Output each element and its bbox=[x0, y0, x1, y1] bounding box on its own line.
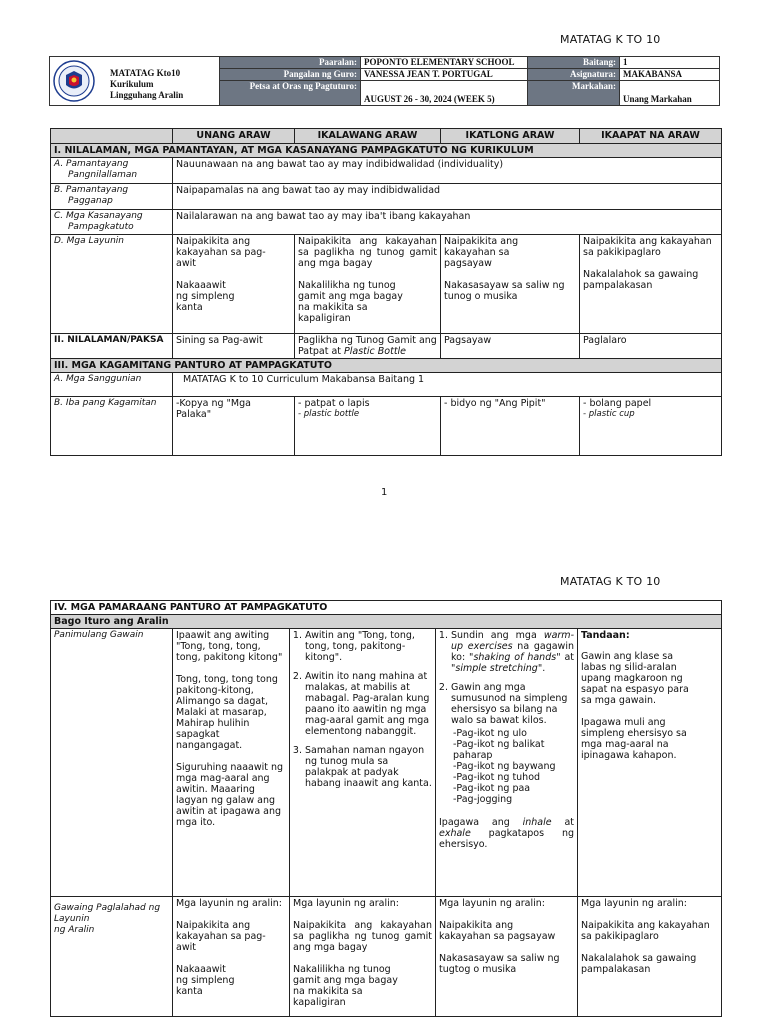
layunin-aralin-day4 bbox=[578, 897, 722, 1017]
row-label: B. Iba pang Kagamitan bbox=[51, 397, 173, 456]
cell-text: - bolang papel bbox=[583, 398, 652, 409]
steps-list bbox=[439, 630, 574, 805]
row-label-line: Layunin bbox=[54, 914, 90, 924]
text-span: " at " bbox=[451, 652, 575, 674]
layunin-day2 bbox=[295, 235, 441, 334]
text-span: exhale bbox=[439, 828, 471, 839]
kagamitan-day4 bbox=[580, 397, 722, 456]
cell-text: Mga layunin ng aralin: Naipakikita ang kakayahan sa pagsayaw Nakasasayaw sa saliw ng tugtog o musika bbox=[439, 898, 560, 975]
section-heading: III. MGA KAGAMITANG PANTURO AT PAMPAGKATUTO bbox=[51, 359, 722, 373]
guro-label: Pangalan ng Guro: bbox=[220, 69, 361, 81]
kagamitan-day2 bbox=[295, 397, 441, 456]
step-item: 1. Awitin ang "Tong, tong, tong, tong, pakitong-kitong". bbox=[305, 630, 432, 663]
sanggunian-text: MATATAG K to 10 Curriculum Makabansa Baitang 1 bbox=[173, 373, 722, 397]
kagamitan-day1 bbox=[173, 397, 295, 456]
row-label-line: ng Aralin bbox=[54, 925, 95, 935]
tandaan-title: Tandaan: bbox=[581, 630, 630, 641]
cell-text: Mga layunin ng aralin: Naipakikita ang kakayahan sa pag- awit Nakaaawit ng simpleng kanta bbox=[176, 898, 282, 997]
kasanayang-pampagkatuto-text: Nailalarawan na ang bawat tao ay may iba't ibang kakayahan bbox=[173, 210, 722, 235]
cell-text: Naipakikita ang kakayahan sa pakikipaglaro Nakalalahok sa gawaing pampalakasan bbox=[583, 236, 712, 291]
text-span: warm- up exercises bbox=[451, 630, 574, 652]
col-ikaapat-na-araw: IKAAPAT NA ARAW bbox=[580, 129, 722, 144]
cell-text: -Kopya ng "Mga Palaka" bbox=[176, 398, 251, 420]
baitang-label: Baitang: bbox=[528, 57, 620, 69]
inhale-exhale-note bbox=[439, 817, 574, 850]
text-span: Gawin ang mga sumusunod na simpleng ehersisyo sa bilang na walo sa bawat kilos. bbox=[451, 682, 568, 726]
row-label: II. NILALAMAN/PAKSA bbox=[51, 334, 173, 359]
cell-text: - plastic bottle bbox=[298, 409, 360, 419]
panimulang-day2 bbox=[290, 629, 436, 897]
row-label: D. Mga Layunin bbox=[51, 235, 173, 334]
section-heading: I. NILALAMAN, MGA PAMANTAYAN, AT MGA KASANAYANG PAMPAGKATUTO NG KURIKULUM bbox=[51, 144, 722, 158]
paksa-italic: Plastic Bottle bbox=[344, 346, 407, 357]
col-unang-araw: UNANG ARAW bbox=[173, 129, 295, 144]
row-label bbox=[51, 158, 173, 184]
cell-text: Naipakikita ang kakayahan sa paglikha ng tunog gamit ang mga bagay Nakalilikha ng tunog gamit ang mga bagay na makikita sa kapaligiran bbox=[298, 236, 437, 324]
row-label bbox=[51, 897, 173, 1017]
paksa-day4: Paglalaro bbox=[580, 334, 722, 359]
exercise-item: -Pag-ikot ng baywang bbox=[453, 761, 556, 772]
step-item bbox=[451, 682, 574, 805]
layunin-day4 bbox=[580, 235, 722, 334]
exercise-item: -Pag-ikot ng tuhod bbox=[453, 772, 541, 783]
paksa-day3: Pagsayaw bbox=[441, 334, 580, 359]
row-label-line: Pagganap bbox=[68, 196, 113, 206]
text-span: na gagawin ko: " bbox=[451, 641, 574, 663]
exercise-item: -Pag-ikot ng ulo bbox=[453, 728, 527, 739]
title-line: Kurikulum bbox=[110, 79, 154, 89]
layunin-aralin-day3 bbox=[436, 897, 578, 1017]
layunin-day3 bbox=[441, 235, 580, 334]
text-span: pagkatapos ng ehersisyo. bbox=[439, 828, 574, 850]
text-span: Sundin ang mga bbox=[451, 630, 544, 641]
cell-text: Ipaawit ang awiting "Tong, tong, tong, tong, pakitong kitong" Tong, tong, tong tong pakitong-kitong, Alimango sa dagat, Malaki at masarap, Mahirap hulihin sapagkat nangangagat. Siguruhing naaawit ng mga mag-aaral ang awitin. Maaaring lagyan ng galaw ang awitin at ipagawa ang mga ito. bbox=[176, 630, 284, 828]
pamantayang-pangnilalaman-text: Nauunawaan na ang bawat tao ay may indibidwalidad (individuality) bbox=[173, 158, 722, 184]
step-item bbox=[451, 630, 574, 674]
pamantayang-pagganap-text: Naipapamalas na ang bawat tao ay may indibidwalidad bbox=[173, 184, 722, 210]
cell-text: - plastic cup bbox=[583, 409, 635, 419]
panimulang-day4 bbox=[578, 629, 722, 897]
row-label-line: B. Pamantayang bbox=[54, 185, 129, 195]
petsa-value: AUGUST 26 - 30, 2024 (WEEK 5) bbox=[361, 81, 528, 106]
text-span: inhale bbox=[522, 817, 552, 828]
cell-text: Naipakikita ang kakayahan sa pagsayaw Nakasasayaw sa saliw ng tunog o musika bbox=[444, 236, 565, 302]
text-span: at bbox=[551, 817, 574, 828]
steps-list bbox=[293, 630, 432, 789]
cell-text: Mga layunin ng aralin: Naipakikita ang kakayahan sa paglikha ng tunog gamit ang mga bagay Nakalilikha ng tunog gamit ang mga bagay na makikita sa kapaligiran bbox=[293, 898, 432, 1008]
row-label-line: C. Mga Kasanayang bbox=[54, 211, 143, 221]
cell-text: Mga layunin ng aralin: Naipakikita ang kakayahan sa pakikipaglaro Nakalalahok sa gawaing pampalakasan bbox=[581, 898, 710, 975]
panimulang-day3 bbox=[436, 629, 578, 897]
row-label bbox=[51, 210, 173, 235]
kagamitan-day3: - bidyo ng "Ang Pipit" bbox=[441, 397, 580, 456]
row-label-line: Gawaing Paglalahad ng bbox=[54, 903, 161, 913]
header-label: MATATAG K TO 10 bbox=[560, 33, 661, 46]
cell-text: Naipakikita ang kakayahan sa pag- awit Nakaaawit ng simpleng kanta bbox=[176, 236, 266, 313]
cell-text: Gawin ang klase sa labas ng silid-aralan upang magkaroon ng sapat na espasyo para sa mga gawain. Ipagawa muli ang simpleng ehersisyo sa mga mag-aaral na ipinagawa kahapon. bbox=[581, 651, 689, 761]
markahan-label: Markahan: bbox=[528, 81, 620, 106]
baitang-value: 1 bbox=[620, 57, 720, 69]
panimulang-day1 bbox=[173, 629, 290, 897]
layunin-aralin-day2 bbox=[290, 897, 436, 1017]
guro-value: VANESSA JEAN T. PORTUGAL bbox=[361, 69, 528, 81]
step-item: 3. Samahan naman ngayon ng tunog mula sa palakpak at padyak habang inaawit ang kanta. bbox=[305, 745, 432, 789]
text-span: simple stretching bbox=[455, 663, 538, 674]
section-heading: IV. MGA PAMARAANG PANTURO AT PAMPAGKATUTO bbox=[51, 601, 722, 615]
title-line: MATATAG Kto10 bbox=[110, 68, 181, 78]
cell-text: - patpat o lapis bbox=[298, 398, 370, 409]
row-label-line: A. Pamantayang bbox=[54, 159, 129, 169]
text-span: Ipagawa ang bbox=[439, 817, 523, 828]
lesson-plan-table-page2 bbox=[50, 600, 722, 1017]
paksa-day2 bbox=[295, 334, 441, 359]
page-number: 1 bbox=[381, 487, 388, 498]
exercise-list bbox=[451, 728, 574, 805]
text-span: shaking of hands bbox=[473, 652, 557, 663]
row-label: A. Mga Sanggunian bbox=[51, 373, 173, 397]
paaralan-label: Paaralan: bbox=[220, 57, 361, 69]
corner-cell bbox=[51, 129, 173, 144]
exercise-item: -Pag-ikot ng paa bbox=[453, 783, 531, 794]
row-label-line: Pampagkatuto bbox=[68, 222, 134, 232]
asignatura-value: MAKABANSA bbox=[620, 69, 720, 81]
text-span: ". bbox=[537, 663, 546, 674]
header-label: MATATAG K TO 10 bbox=[560, 575, 661, 588]
exercise-item: -Pag-jogging bbox=[453, 794, 513, 805]
lesson-plan-table-page1 bbox=[50, 128, 722, 456]
asignatura-label: Asignatura: bbox=[528, 69, 620, 81]
deped-seal-icon bbox=[53, 60, 95, 102]
layunin-day1 bbox=[173, 235, 295, 334]
petsa-label: Petsa at Oras ng Pagtuturo: bbox=[220, 81, 361, 106]
col-ikalawang-araw: IKALAWANG ARAW bbox=[295, 129, 441, 144]
row-label bbox=[51, 184, 173, 210]
col-ikatlong-araw: IKATLONG ARAW bbox=[441, 129, 580, 144]
step-item: 2. Awitin ito nang mahina at malakas, at mabilis at mabagal. Pag-aralan kung paano ito aawitin ng mga mag-aaral gamit ang mga elementong nabanggit. bbox=[305, 671, 432, 737]
layunin-aralin-day1 bbox=[173, 897, 290, 1017]
header-meta-table bbox=[219, 56, 720, 106]
paaralan-value: POPONTO ELEMENTARY SCHOOL bbox=[361, 57, 528, 69]
subsection-heading: Bago Ituro ang Aralin bbox=[51, 615, 722, 629]
row-label-line: Pangnilallaman bbox=[68, 170, 138, 180]
title-line: Lingguhang Aralin bbox=[110, 90, 184, 100]
school-title bbox=[110, 68, 183, 101]
paksa-text: Paglikha ng Tunog Gamit ang Patpat at bbox=[298, 335, 437, 357]
exercise-item: -Pag-ikot ng balikat paharap bbox=[453, 739, 545, 761]
markahan-value: Unang Markahan bbox=[620, 81, 720, 106]
row-label: Panimulang Gawain bbox=[51, 629, 173, 897]
paksa-day1: Sining sa Pag-awit bbox=[173, 334, 295, 359]
